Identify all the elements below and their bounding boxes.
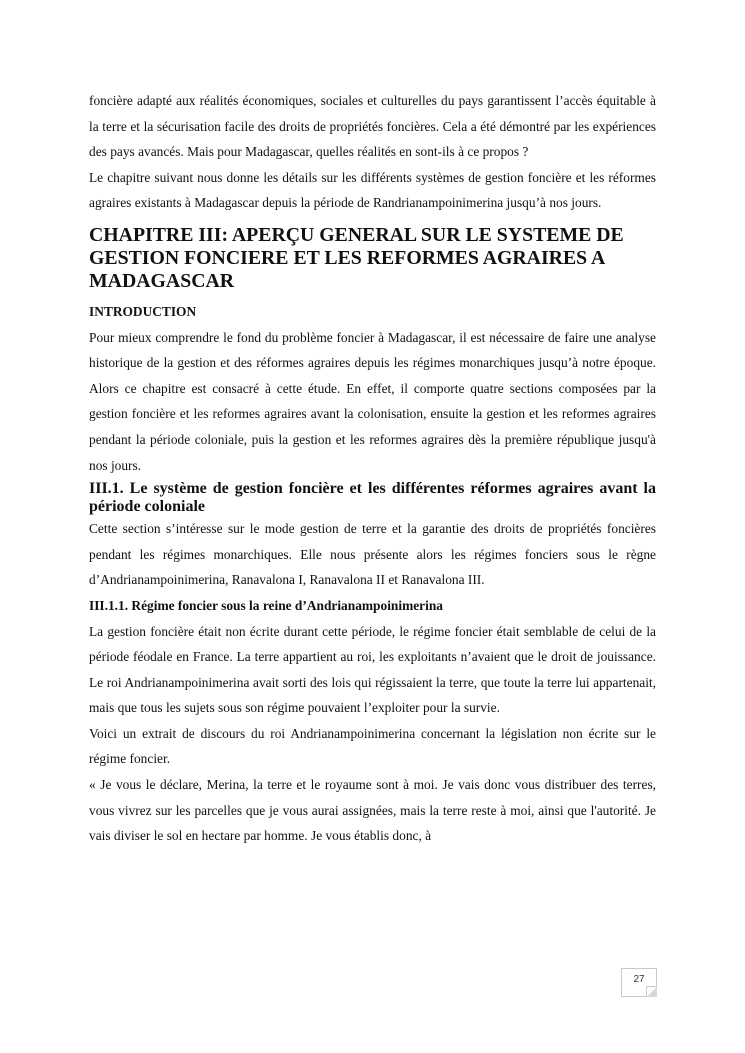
body-paragraph: foncière adapté aux réalités économiques, sociales et culturelles du pays garantissent l’accès équitable à la terre et la sécurisation facile des droits de propriétés foncières. Cela a été démontré par les expériences des pays avancés. Mais pour Madagascar, quelles réalités en sont-ils à ce propos ? [89, 93, 656, 160]
introduction-heading: INTRODUCTION [89, 303, 197, 319]
section-title: III.1. Le système de gestion foncière et les différentes réformes agraires avant la période coloniale [89, 480, 656, 516]
subsection-title: III.1.1. Régime foncier sous la reine d’Andrianampoinimerina [89, 597, 443, 613]
chapter-title: CHAPITRE III: APERÇU GENERAL SUR LE SYSTEME DE GESTION FONCIERE ET LES REFORMES AGRAIRES A MADAGASCAR [89, 223, 624, 292]
introduction-paragraph: Pour mieux comprendre le fond du problème foncier à Madagascar, il est nécessaire de faire une analyse historique de la gestion et des réformes agraires depuis les régimes monarchiques jusqu’à notre époque. Alors ce chapitre est consacré à cette étude. En effet, il comporte quatre sections composées par la gestion foncière et les reformes agraires avant la colonisation, ensuite la gestion et les reformes agraires pendant la période coloniale, puis la gestion et les reformes agraires dès la première république jusqu'à nos jours. [89, 329, 656, 473]
body-paragraph: Le chapitre suivant nous donne les détails sur les différents systèmes de gestion foncière et les réformes agraires existants à Madagascar depuis la période de Randrianampoinimerina jusqu’à nos jours. [89, 169, 656, 211]
subsection-paragraph: Voici un extrait de discours du roi Andrianampoinimerina concernant la législation non écrite sur le régime foncier. [89, 725, 656, 767]
quote-paragraph: « Je vous le déclare, Merina, la terre et le royaume sont à moi. Je vais donc vous distribuer des terres, vous vivrez sur les parcelles que je vous aurai assignées, mais la terre reste à moi, ainsi que l'autorité. Je vais diviser le sol en hectare par homme. Je vous établis donc, à [89, 777, 656, 844]
subsection-paragraph: La gestion foncière était non écrite durant cette période, le régime foncier était semblable de celui de la période féodale en France. La terre appartient au roi, les exploitants n’avaient que le droit de jouissance. Le roi Andrianampoinimerina avait sorti des lois qui régissaient la terre, que toute la terre lui appartenait, mais que tous les sujets sous son régime pouvaient l’exploiter pour la survie. [89, 623, 656, 716]
page-number: 27 [633, 974, 645, 985]
section-paragraph: Cette section s’intéresse sur le mode gestion de terre et la garantie des droits de propriétés foncières pendant les régimes monarchiques. Elle nous présente alors les régimes fonciers sous le règne d’Andrianampoinimerina, Ranavalona I, Ranavalona II et Ranavalona III. [89, 521, 656, 588]
page-curl-icon [646, 986, 657, 997]
page-content [89, 88, 656, 849]
page-number-box [621, 968, 657, 997]
